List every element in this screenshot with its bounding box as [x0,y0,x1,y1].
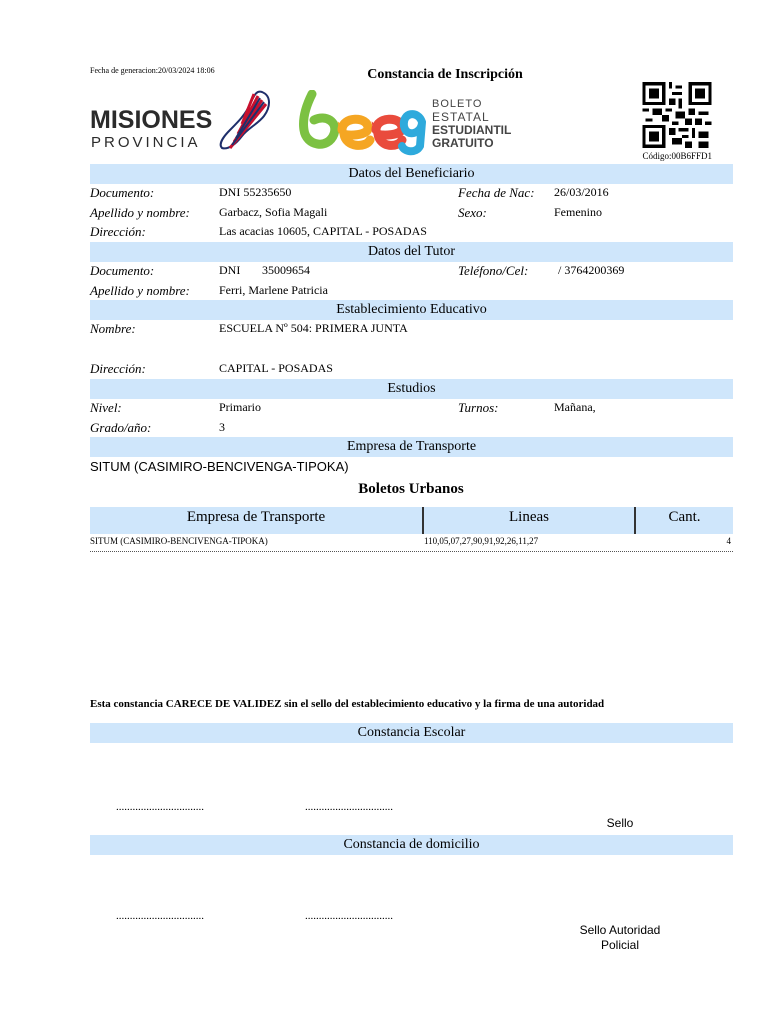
beneficiario-sexo-label: Sexo: [458,205,487,220]
boletos-header-cant: Cant. [668,509,701,525]
boletos-header-empresa: Empresa de Transporte [186,509,326,525]
section-constancia-escolar: Constancia Escolar [90,723,733,743]
estudios-grado: 3 [219,420,225,434]
misiones-logo [90,106,290,166]
estudios-grado-label: Grado/año: [90,420,152,435]
document-code: Código:00B6FFD1 [642,151,712,161]
beneficiario-sexo: Femenino [554,205,602,219]
boletos-title: Boletos Urbanos [358,481,464,497]
boletos-row-cant: 4 [726,536,731,546]
section-transporte: Empresa de Transporte [90,437,733,457]
misiones-map-icon [218,90,274,154]
tutor-documento-number: 35009654 [262,263,310,277]
validity-notice: Esta constancia CARECE DE VALIDEZ sin el sello del establecimiento educativo y la firma de una autoridad [90,698,605,710]
beneficiario-fecha-label: Fecha de Nac: [458,185,535,200]
beeg-logo [298,90,528,158]
establecimiento-direccion: CAPITAL - POSADAS [219,361,333,375]
page-title: Constancia de Inscripción [367,67,523,82]
estudios-nivel: Primario [219,400,261,414]
establecimiento-direccion-label: Dirección: [90,361,146,376]
beneficiario-fecha: 26/03/2016 [554,185,609,199]
tutor-telefono: / 3764200369 [558,263,625,277]
beeg-line3: ESTUDIANTIL [432,123,512,137]
tutor-telefono-label: Teléfono/Cel: [458,263,529,278]
boletos-row-empresa: SITUM (CASIMIRO-BENCIVENGA-TIPOKA) [90,536,268,546]
tutor-documento-type: DNI [219,263,241,277]
boletos-header-lineas: Lineas [509,509,549,525]
qr-code [642,82,712,148]
domicilio-signature-line-1: ................................ [116,910,204,922]
beeg-line4: GRATUITO [432,136,494,150]
tutor-documento-label: Documento: [90,263,155,278]
generation-date: Fecha de generacion:20/03/2024 18:06 [90,66,215,75]
beneficiario-direccion: Las acacias 10605, CAPITAL - POSADAS [219,224,427,238]
beneficiario-nombre-label: Apellido y nombre: [90,205,190,220]
misiones-logo-text: MISIONES [90,106,213,134]
tutor-nombre: Ferri, Marlene Patricia [219,283,328,297]
section-establecimiento: Establecimiento Educativo [90,300,733,320]
estudios-turnos: Mañana, [554,400,596,414]
domicilio-sello-line-1: Sello Autoridad [579,923,661,937]
estudios-nivel-label: Nivel: [90,400,122,415]
escolar-signature-line-2: ................................ [305,801,393,813]
beneficiario-nombre: Garbacz, Sofia Magali [219,205,328,219]
escolar-signature-line-1: ................................ [116,801,204,813]
escolar-sello-label: Sello [606,816,634,830]
establecimiento-nombre: ESCUELA Nº 504: PRIMERA JUNTA [219,321,408,335]
beeg-mark-icon [298,90,428,156]
domicilio-sello-line-2: Policial [600,938,639,952]
beeg-line2: ESTATAL [432,110,490,124]
domicilio-signature-line-2: ................................ [305,910,393,922]
section-beneficiario: Datos del Beneficiario [90,164,733,184]
provincia-logo-text: PROVINCIA [91,134,201,151]
domicilio-sello-label [549,923,691,953]
establecimiento-nombre-label: Nombre: [90,321,136,336]
beneficiario-documento: DNI 55235650 [219,185,292,199]
tutor-nombre-label: Apellido y nombre: [90,283,190,298]
beneficiario-direccion-label: Dirección: [90,224,146,239]
section-estudios: Estudios [90,379,733,399]
section-constancia-domicilio: Constancia de domicilio [90,835,733,855]
beneficiario-documento-label: Documento: [90,185,155,200]
beeg-line1: BOLETO [432,98,483,110]
boletos-row-lineas: 110,05,07,27,90,91,92,26,11,27 [424,536,539,546]
transporte-empresa: SITUM (CASIMIRO-BENCIVENGA-TIPOKA) [90,459,349,474]
table-row [90,536,733,552]
section-tutor: Datos del Tutor [90,242,733,262]
boletos-table-header [90,507,733,534]
estudios-turnos-label: Turnos: [458,400,499,415]
